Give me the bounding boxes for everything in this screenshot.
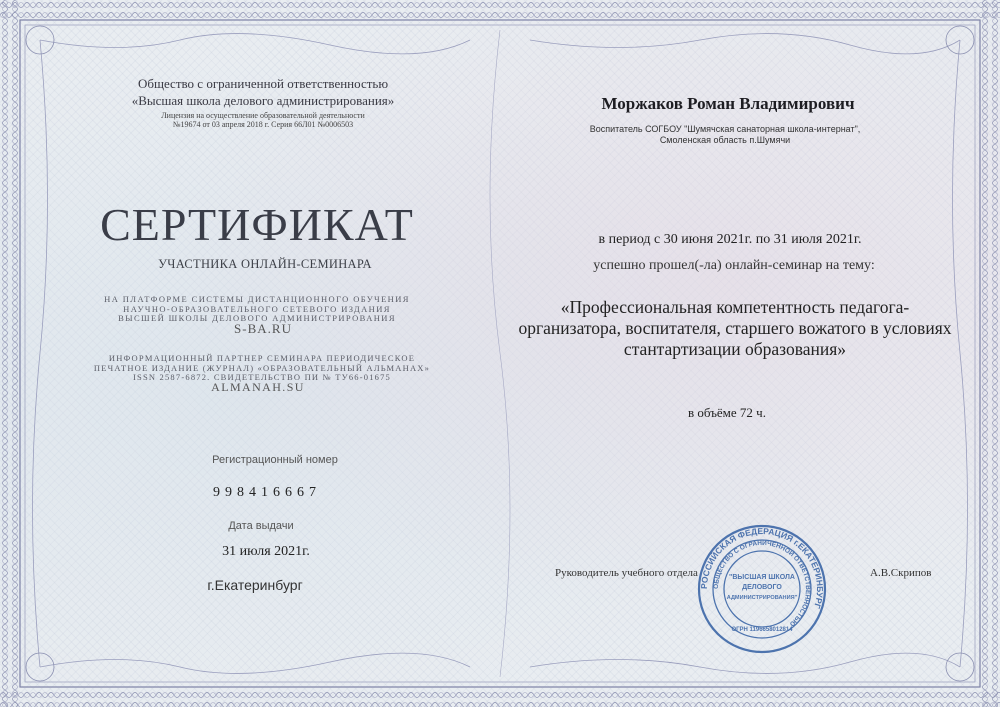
issue-date-label: Дата выдачи — [228, 520, 294, 532]
recipient-position — [590, 124, 861, 146]
passed-statement: успешно прошел(-ла) онлайн-семинар на тему: — [593, 258, 875, 273]
issue-city: г.Екатеринбург — [207, 577, 303, 593]
partner-info — [94, 354, 430, 383]
stamp-center-line-2: ДЕЛОВОГО — [742, 584, 782, 591]
registration-label: Регистрационный номер — [212, 454, 338, 466]
official-stamp — [696, 523, 828, 655]
partner-line-1: ИНФОРМАЦИОННЫЙ ПАРТНЕР СЕМИНАРА ПЕРИОДИЧЕСКОЕ — [108, 353, 416, 363]
license-line-2: №19674 от 03 апреля 2018 г. Серия 66Л01 №0006503 — [172, 120, 354, 129]
stamp-outer-text: РОССИЙСКАЯ ФЕДЕРАЦИЯ г.ЕКАТЕРИНБУРГ — [698, 525, 826, 610]
platform-site: S-BA.RU — [234, 321, 292, 336]
platform-line-2: НАУЧНО-ОБРАЗОВАТЕЛЬНОГО СЕТЕВОГО ИЗДАНИЯ — [123, 303, 391, 314]
organization-line-2: «Высшая школа делового администрирования» — [131, 93, 395, 108]
partner-site: ALMANAH.SU — [211, 380, 305, 394]
license-info — [161, 111, 365, 129]
signer-name: А.В.Скрипов — [870, 567, 932, 579]
certificate-title: СЕРТИФИКАТ — [100, 199, 414, 250]
certificate-subtitle: УЧАСТНИКА ОНЛАЙН-СЕМИНАРА — [158, 257, 372, 271]
course-volume: в объёме 72 ч. — [688, 405, 766, 420]
platform-info — [104, 295, 410, 324]
position-line-1: Воспитатель СОГБОУ "Шумячская санаторная школа-интернат", — [589, 124, 861, 134]
stamp-ogrn: ОГРН 1196658012814 — [731, 627, 793, 633]
leader-label: Руководитель учебного отдела — [555, 567, 698, 579]
stamp-center-line-1: "ВЫСШАЯ ШКОЛА — [729, 574, 795, 581]
license-line-1: Лицензия на осуществление образовательной деятельности — [161, 111, 365, 120]
position-line-2: Смоленская область п.Шумячи — [659, 135, 791, 145]
partner-line-3: ISSN 2587-6872. СВИДЕТЕЛЬСТВО ПИ № ТУ66-01675 — [132, 372, 392, 382]
issue-date: 31 июля 2021г. — [222, 544, 310, 559]
stamp-inner-text: ОБЩЕСТВО С ОГРАНИЧЕННОЙ ОТВЕТСТВЕННОСТЬЮ — [712, 539, 812, 628]
platform-line-3: ВЫСШЕЙ ШКОЛЫ ДЕЛОВОГО АДМИНИСТРИРОВАНИЯ — [118, 313, 396, 323]
registration-number: 998416667 — [213, 485, 321, 500]
partner-line-2: ПЕЧАТНОЕ ИЗДАНИЕ (ЖУРНАЛ) «ОБРАЗОВАТЕЛЬНЫЙ АЛЬМАНАХ» — [93, 362, 431, 373]
period: в период с 30 июня 2021г. по 31 июля 2021г. — [598, 232, 862, 247]
stamp-center-line-3: АДМИНИСТРИРОВАНИЯ" — [726, 595, 798, 601]
platform-line-1: НА ПЛАТФОРМЕ СИСТЕМЫ ДИСТАНЦИОННОГО ОБУЧЕНИЯ — [104, 294, 410, 304]
recipient-name: Моржаков Роман Владимирович — [601, 94, 855, 113]
seminar-topic: «Профессиональная компетентность педагога-организатора, воспитателя, старшего вожатого в условиях стантартизации образования» — [518, 297, 952, 359]
organization-line-1: Общество с ограниченной ответственностью — [137, 76, 389, 91]
